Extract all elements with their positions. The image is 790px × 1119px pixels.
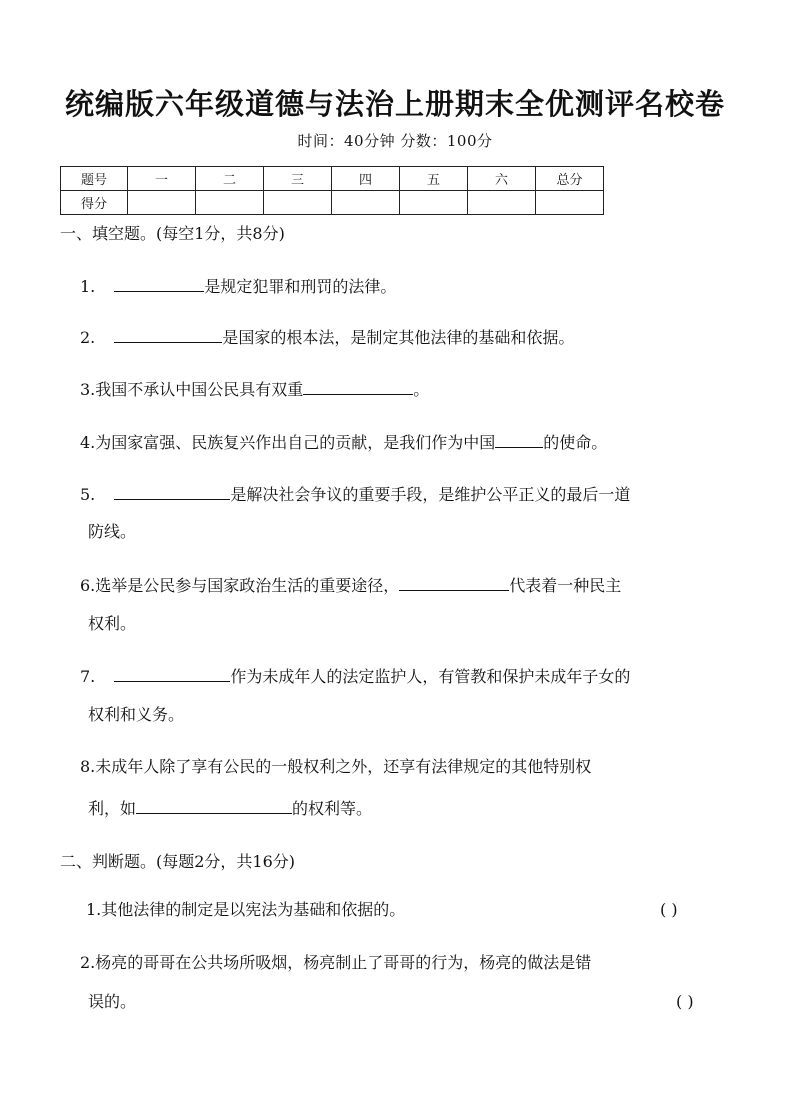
score-cell xyxy=(196,191,264,215)
score-header-cell: 三 xyxy=(264,167,332,191)
judge-question-2-line2: 误的。 xyxy=(88,992,137,1011)
answer-parentheses[interactable]: ( ) xyxy=(660,900,678,919)
exam-meta: 时间：40分钟 分数：100分 xyxy=(297,132,493,150)
score-cell xyxy=(400,191,468,215)
question-text: 的使命。 xyxy=(543,433,608,452)
score-header-cell: 四 xyxy=(332,167,400,191)
question-text: 是规定犯罪和刑罚的法律。 xyxy=(204,277,397,296)
score-cell xyxy=(536,191,604,215)
fill-question-6-line2: 权利。 xyxy=(88,614,137,633)
score-header-cell: 二 xyxy=(196,167,264,191)
question-text: 利，如 xyxy=(88,799,137,818)
score-cell xyxy=(468,191,536,215)
fill-question-1 xyxy=(80,275,396,297)
score-header-cell: 六 xyxy=(468,167,536,191)
question-number: 5. xyxy=(80,485,96,504)
judge-question-1: 1.其他法律的制定是以宪法为基础和依据的。 xyxy=(86,900,406,919)
answer-blank[interactable] xyxy=(114,275,204,292)
fill-question-7-line2: 权利和义务。 xyxy=(88,705,185,724)
score-cell xyxy=(264,191,332,215)
fill-question-3 xyxy=(80,378,429,400)
fill-question-4 xyxy=(80,431,607,453)
section2-heading: 二、判断题。(每题2分，共16分) xyxy=(60,852,296,871)
question-text: 6.选举是公民参与国家政治生活的重要途径， xyxy=(80,576,400,595)
score-header-cell: 总分 xyxy=(536,167,604,191)
question-text: 代表着一种民主 xyxy=(509,576,622,595)
score-header-cell: 一 xyxy=(128,167,196,191)
answer-blank[interactable] xyxy=(303,378,413,395)
question-text: 。 xyxy=(413,380,430,399)
question-text: 是国家的根本法，是制定其他法律的基础和依据。 xyxy=(222,328,575,347)
question-text: 的权利等。 xyxy=(292,799,373,818)
question-number: 2. xyxy=(80,328,96,347)
exam-title: 统编版六年级道德与法治上册期末全优测评名校卷 xyxy=(64,87,725,121)
fill-question-6 xyxy=(80,574,621,596)
answer-blank[interactable] xyxy=(495,431,543,448)
answer-blank[interactable] xyxy=(114,326,222,343)
fill-question-8: 8.未成年人除了享有公民的一般权利之外，还享有法律规定的其他特别权 xyxy=(80,757,592,776)
answer-blank[interactable] xyxy=(399,574,509,591)
fill-question-2 xyxy=(80,326,574,348)
score-table-score-row xyxy=(61,191,604,215)
question-text: 是解决社会争议的重要手段，是维护公平正义的最后一道 xyxy=(230,485,631,504)
answer-blank[interactable] xyxy=(114,665,230,682)
fill-question-8-line2 xyxy=(88,797,372,819)
score-table xyxy=(60,166,604,215)
judge-question-2: 2.杨亮的哥哥在公共场所吸烟，杨亮制止了哥哥的行为，杨亮的做法是错 xyxy=(80,953,592,972)
question-number: 7. xyxy=(80,667,96,686)
question-number: 1. xyxy=(80,277,96,296)
section1-heading: 一、填空题。(每空1分，共8分) xyxy=(60,224,285,243)
score-cell xyxy=(332,191,400,215)
question-text: 4.为国家富强、民族复兴作出自己的贡献，是我们作为中国 xyxy=(80,433,496,452)
score-header-cell: 题号 xyxy=(61,167,128,191)
question-text: 作为未成年人的法定监护人，有管教和保护未成年子女的 xyxy=(230,667,631,686)
fill-question-5 xyxy=(80,483,630,505)
answer-blank[interactable] xyxy=(136,797,292,814)
question-text: 3.我国不承认中国公民具有双重 xyxy=(80,380,304,399)
score-cell xyxy=(128,191,196,215)
fill-question-5-line2: 防线。 xyxy=(88,522,137,541)
score-table-header-row xyxy=(61,167,604,191)
answer-blank[interactable] xyxy=(114,483,230,500)
answer-parentheses[interactable]: ( ) xyxy=(676,992,694,1011)
score-header-cell: 五 xyxy=(400,167,468,191)
fill-question-7 xyxy=(80,665,630,687)
score-row-label: 得分 xyxy=(61,191,128,215)
